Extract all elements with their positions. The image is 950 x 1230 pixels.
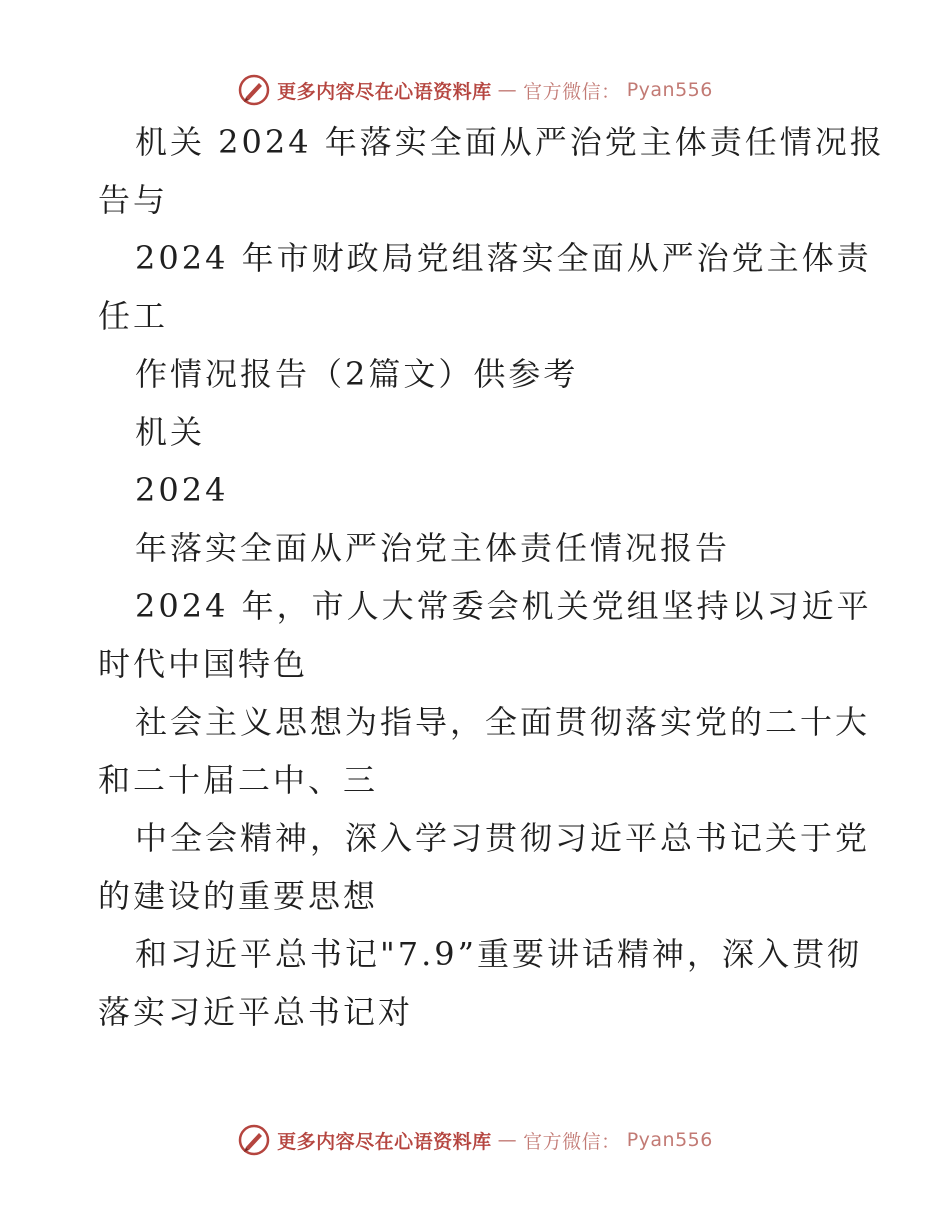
text-line: 落实习近平总书记对 xyxy=(98,993,414,1031)
watermark-id: Pyan556 xyxy=(626,1129,713,1151)
watermark-header xyxy=(0,70,950,110)
text-line: 机关 2024 年落实全面从严治党主体责任情况报 xyxy=(135,123,885,161)
watermark-id: Pyan556 xyxy=(626,79,713,101)
text-line: 中全会精神，深入学习贯彻习近平总书记关于党 xyxy=(135,819,871,857)
watermark-official-label: 官方微信： xyxy=(523,1130,621,1153)
watermark-official-label: 官方微信： xyxy=(523,80,621,103)
text-line: 社会主义思想为指导，全面贯彻落实党的二十大 xyxy=(135,703,871,741)
watermark-separator: — xyxy=(497,79,518,101)
text-line: 机关 xyxy=(135,413,206,451)
text-line: 时代中国特色 xyxy=(98,645,309,683)
watermark-main-text: 更多内容尽在心语资料库 xyxy=(277,1130,492,1153)
pen-in-circle-logo-icon xyxy=(237,1123,271,1157)
watermark-separator: — xyxy=(497,1129,518,1151)
pen-in-circle-logo-icon xyxy=(237,73,271,107)
text-line: 年落实全面从严治党主体责任情况报告 xyxy=(135,529,731,567)
text-line: 任工 xyxy=(98,297,169,335)
text-line: 作情况报告（2篇文）供参考 xyxy=(135,355,579,393)
text-line: 2024 年，市人大常委会机关党组坚持以习近平 xyxy=(135,587,872,625)
text-line: 2024 xyxy=(135,471,229,509)
text-line: 的建设的重要思想 xyxy=(98,877,379,915)
watermark-main-text: 更多内容尽在心语资料库 xyxy=(277,80,492,103)
document-body xyxy=(98,122,885,1050)
text-line: 告与 xyxy=(98,181,169,219)
text-line: 2024 年市财政局党组落实全面从严治党主体责 xyxy=(135,239,872,277)
text-line: 和习近平总书记"7.9”重要讲话精神，深入贯彻 xyxy=(135,935,862,973)
watermark-footer xyxy=(0,1120,950,1160)
text-line: 和二十届二中、三 xyxy=(98,761,379,799)
